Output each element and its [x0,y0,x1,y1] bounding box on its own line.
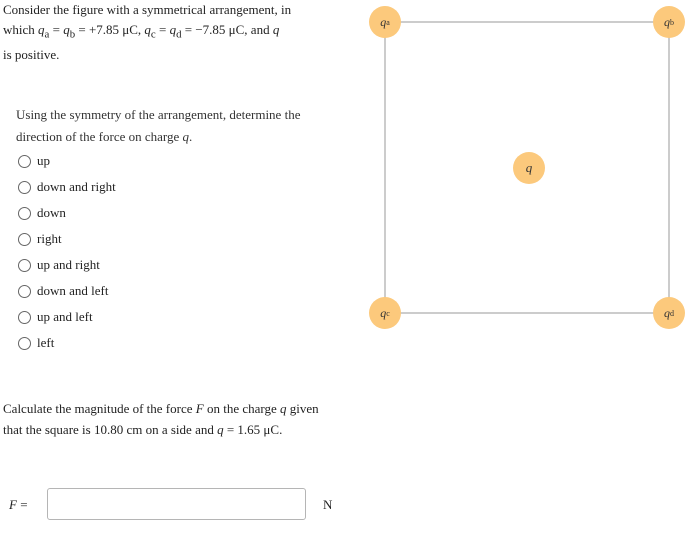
option-label: right [37,231,62,246]
square-left-edge [384,22,386,313]
option-down[interactable] [18,200,116,226]
radio-button[interactable] [18,311,31,324]
option-down-and-left[interactable] [18,278,116,304]
charge-figure [360,0,699,340]
problem-line-1: Consider the figure with a symmetrical arrangement, in [3,2,292,17]
square-right-edge [668,22,670,313]
charge-qc: q c [369,297,401,329]
radio-button[interactable] [18,337,31,350]
problem-line-3: is positive. [3,46,60,62]
charge-qb: q b [653,6,685,38]
question-line-1: Using the symmetry of the arrangement, determine the [16,107,301,122]
option-up-and-right[interactable] [18,252,116,278]
square-top-edge [385,21,669,23]
problem-statement [3,0,333,65]
option-label: down [37,205,66,220]
option-left[interactable] [18,330,116,356]
charge-q-center: q [513,152,545,184]
option-down-and-right[interactable] [18,174,116,200]
radio-button[interactable] [18,285,31,298]
calc-line-1: Calculate the magnitude of the force F on the charge q given [3,401,319,416]
problem-line-2: which $q_a = q_b = +7.85$ μC, $q_c = q_d = -7.85$ μC, and q [3,22,280,41]
square-bottom-edge [385,312,669,314]
answer-label: F = [9,497,28,512]
radio-button[interactable] [18,259,31,272]
option-label: up and right [37,257,100,272]
calc-line-2: that the square is 10.80 cm on a side and q = 1.65 μC. [3,422,283,437]
option-label: down and right [37,179,116,194]
direction-question [16,104,336,148]
option-label: down and left [37,283,109,298]
force-answer-input[interactable] [47,488,306,520]
option-label: left [37,335,55,350]
option-right[interactable] [18,226,116,252]
question-line-2: direction of the force on charge q. [16,129,193,144]
radio-button[interactable] [18,155,31,168]
direction-options [18,148,116,356]
option-label: up [37,153,50,168]
radio-button[interactable] [18,233,31,246]
option-label: up and left [37,309,93,324]
radio-button[interactable] [18,181,31,194]
magnitude-question [3,398,343,440]
radio-button[interactable] [18,207,31,220]
option-up[interactable] [18,148,116,174]
option-up-and-left[interactable] [18,304,116,330]
unit-label: N [323,497,333,512]
charge-qa: q a [369,6,401,38]
charge-qd: q d [653,297,685,329]
